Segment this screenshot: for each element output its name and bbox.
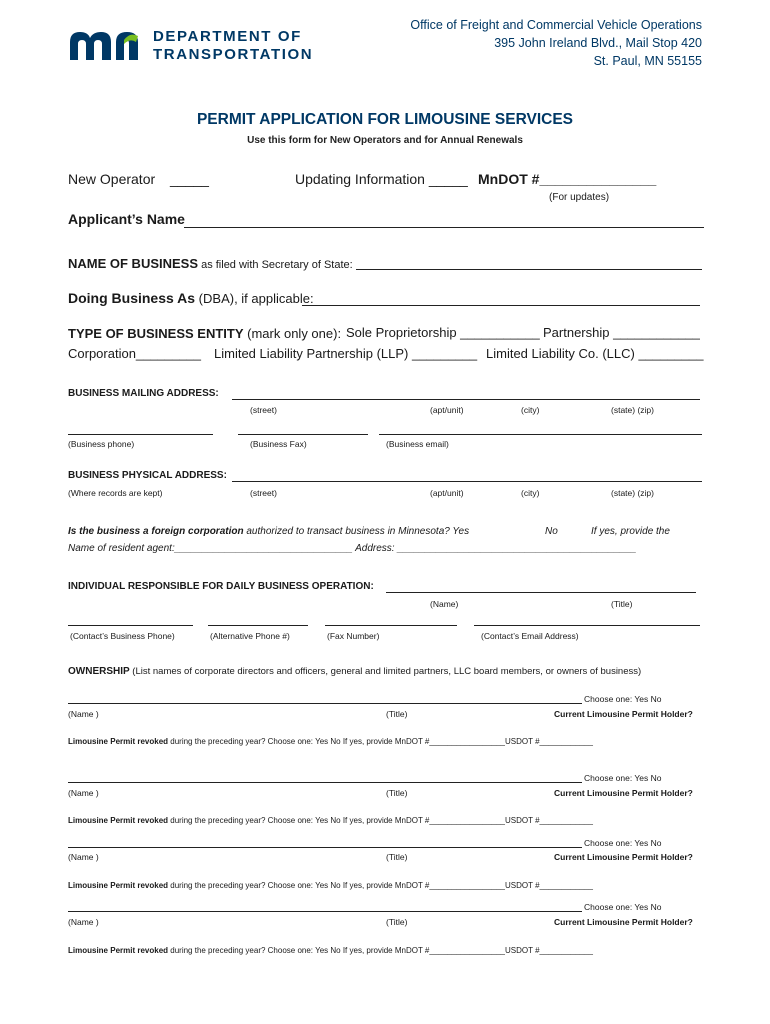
foreign-corp-no-option[interactable]: No bbox=[545, 526, 558, 537]
mailing-state-zip-caption: (state) (zip) bbox=[611, 405, 654, 415]
llp-option[interactable]: Limited Liability Partnership (LLP) _________ bbox=[214, 346, 478, 361]
new-operator-blank[interactable]: _____ bbox=[170, 171, 209, 187]
business-email-input[interactable] bbox=[379, 434, 702, 435]
owner-1-name-caption: (Name ) bbox=[68, 709, 99, 719]
owner-2-name-caption: (Name ) bbox=[68, 788, 99, 798]
business-fax-caption: (Business Fax) bbox=[250, 439, 307, 449]
owner-2-name-input[interactable] bbox=[68, 782, 582, 783]
entity-type-label: TYPE OF BUSINESS ENTITY (mark only one): bbox=[68, 326, 342, 341]
mailing-address-label: BUSINESS MAILING ADDRESS: bbox=[68, 388, 219, 399]
mailing-address-input[interactable] bbox=[232, 399, 700, 400]
logo-text-line1: DEPARTMENT OF bbox=[153, 28, 302, 45]
individual-title-caption: (Title) bbox=[611, 599, 633, 609]
owner-1-title-caption: (Title) bbox=[386, 709, 408, 719]
updating-info-field[interactable]: Updating Information _____ bbox=[295, 171, 468, 187]
physical-street-caption: (street) bbox=[250, 488, 277, 498]
individual-name-caption: (Name) bbox=[430, 599, 459, 609]
sole-proprietorship-option[interactable]: Sole Proprietorship ___________ bbox=[346, 325, 540, 340]
owner-3-choose[interactable]: Choose one: Yes No bbox=[584, 838, 662, 848]
physical-address-input[interactable] bbox=[232, 481, 702, 482]
alt-phone-caption: (Alternative Phone #) bbox=[210, 631, 290, 641]
owner-1-holder: Current Limousine Permit Holder? bbox=[554, 709, 693, 719]
business-email-caption: (Business email) bbox=[386, 439, 449, 449]
dba-label: Doing Business As (DBA), if applicable: bbox=[68, 290, 314, 306]
physical-address-label: BUSINESS PHYSICAL ADDRESS: bbox=[68, 470, 227, 481]
owner-3-revoked[interactable]: Limousine Permit revoked during the preceding year? Choose one: Yes No If yes, provide MnDOT #_________________USDOT #____________ bbox=[68, 881, 593, 890]
for-updates-note: (For updates) bbox=[549, 192, 610, 203]
contact-phone-caption: (Contact’s Business Phone) bbox=[70, 631, 175, 641]
business-phone-caption: (Business phone) bbox=[68, 439, 135, 449]
mndot-number-field[interactable]: MnDOT #_______________ bbox=[478, 171, 657, 187]
mailing-street-caption: (street) bbox=[250, 405, 277, 415]
foreign-corp-question: Is the business a foreign corporation authorized to transact business in Minnesota? Yes bbox=[68, 526, 470, 537]
business-name-input[interactable] bbox=[356, 269, 702, 270]
business-name-label: NAME OF BUSINESS as filed with Secretary of State: bbox=[68, 256, 353, 271]
mailing-city-caption: (city) bbox=[521, 405, 540, 415]
logo-text-line2: TRANSPORTATION bbox=[153, 46, 314, 63]
owner-2-holder: Current Limousine Permit Holder? bbox=[554, 788, 693, 798]
office-line1: Office of Freight and Commercial Vehicle Operations bbox=[410, 18, 702, 32]
dba-input[interactable] bbox=[302, 305, 700, 306]
owner-3-title-caption: (Title) bbox=[386, 852, 408, 862]
physical-apt-caption: (apt/unit) bbox=[430, 488, 464, 498]
business-fax-input[interactable] bbox=[238, 434, 368, 435]
where-records-caption: (Where records are kept) bbox=[68, 488, 163, 498]
owner-2-choose[interactable]: Choose one: Yes No bbox=[584, 773, 662, 783]
new-operator-label: New Operator bbox=[68, 171, 156, 187]
owner-4-choose[interactable]: Choose one: Yes No bbox=[584, 902, 662, 912]
form-subtitle: Use this form for New Operators and for Annual Renewals bbox=[247, 135, 523, 146]
business-phone-input[interactable] bbox=[68, 434, 213, 435]
fax-number-input[interactable] bbox=[325, 625, 457, 626]
office-line2: 395 John Ireland Blvd., Mail Stop 420 bbox=[494, 36, 702, 50]
owner-3-name-caption: (Name ) bbox=[68, 852, 99, 862]
individual-responsible-label: INDIVIDUAL RESPONSIBLE FOR DAILY BUSINESS OPERATION: bbox=[68, 581, 374, 592]
physical-state-zip-caption: (state) (zip) bbox=[611, 488, 654, 498]
individual-responsible-input[interactable] bbox=[386, 592, 696, 593]
office-line3: St. Paul, MN 55155 bbox=[593, 54, 702, 68]
owner-4-holder: Current Limousine Permit Holder? bbox=[554, 917, 693, 927]
owner-3-name-input[interactable] bbox=[68, 847, 582, 848]
contact-email-caption: (Contact’s Email Address) bbox=[481, 631, 579, 641]
owner-3-holder: Current Limousine Permit Holder? bbox=[554, 852, 693, 862]
owner-4-name-input[interactable] bbox=[68, 911, 582, 912]
owner-1-name-input[interactable] bbox=[68, 703, 582, 704]
form-title: PERMIT APPLICATION FOR LIMOUSINE SERVICES bbox=[196, 111, 574, 128]
owner-2-revoked[interactable]: Limousine Permit revoked during the preceding year? Choose one: Yes No If yes, provide MnDOT #_________________USDOT #____________ bbox=[68, 816, 593, 825]
owner-1-revoked[interactable]: Limousine Permit revoked during the preceding year? Choose one: Yes No If yes, provide MnDOT #_________________USDOT #____________ bbox=[68, 737, 593, 746]
applicant-name-label: Applicant’s Name bbox=[68, 211, 185, 227]
applicant-name-input[interactable] bbox=[184, 227, 704, 228]
foreign-corp-if-yes: If yes, provide the bbox=[591, 526, 670, 537]
physical-city-caption: (city) bbox=[521, 488, 540, 498]
mailing-apt-caption: (apt/unit) bbox=[430, 405, 464, 415]
owner-4-revoked[interactable]: Limousine Permit revoked during the preceding year? Choose one: Yes No If yes, provide MnDOT #_________________USDOT #____________ bbox=[68, 946, 593, 955]
owner-4-name-caption: (Name ) bbox=[68, 917, 99, 927]
fax-number-caption: (Fax Number) bbox=[327, 631, 380, 641]
llc-option[interactable]: Limited Liability Co. (LLC) _________ bbox=[486, 346, 704, 361]
mndot-logo-icon bbox=[66, 28, 148, 62]
contact-phone-input[interactable] bbox=[68, 625, 193, 626]
alt-phone-input[interactable] bbox=[208, 625, 308, 626]
owner-2-title-caption: (Title) bbox=[386, 788, 408, 798]
partnership-option[interactable]: Partnership ____________ bbox=[543, 325, 700, 340]
corporation-option[interactable]: Corporation_________ bbox=[68, 346, 201, 361]
owner-4-title-caption: (Title) bbox=[386, 917, 408, 927]
resident-agent-field[interactable]: Name of resident agent:________________________________ Address: ___________________________________________ bbox=[68, 543, 637, 554]
owner-1-choose[interactable]: Choose one: Yes No bbox=[584, 694, 662, 704]
contact-email-input[interactable] bbox=[474, 625, 700, 626]
ownership-label: OWNERSHIP (List names of corporate directors and officers, general and limited partners, LLC board members, or owners of business) bbox=[68, 666, 642, 677]
